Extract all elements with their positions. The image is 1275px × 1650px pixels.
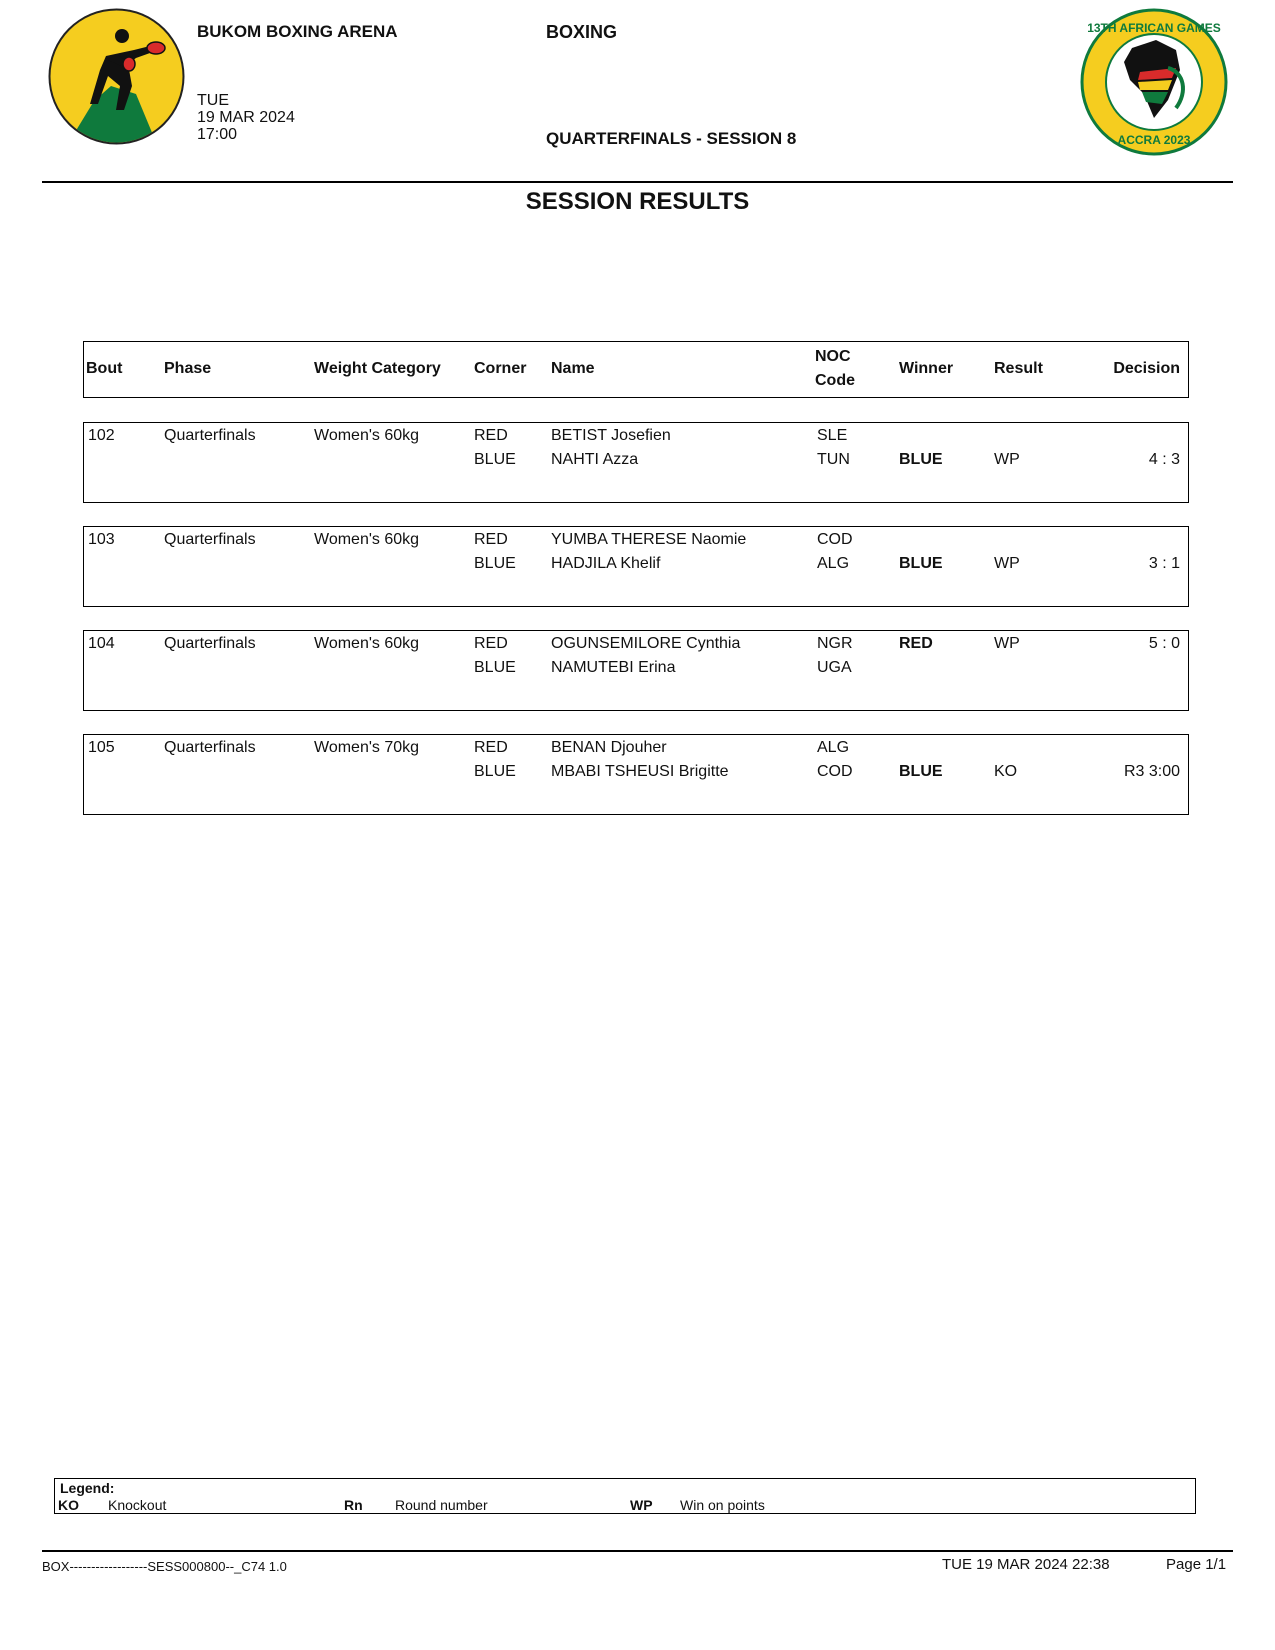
bout-decision: 5 : 0 — [1148, 635, 1180, 652]
blue-boxer-name: HADJILA Khelif — [551, 555, 661, 572]
report-timestamp: TUE 19 MAR 2024 22:38 — [942, 1556, 1110, 1573]
bout-weight: Women's 60kg — [314, 531, 420, 548]
red-corner: RED — [474, 739, 508, 756]
sport-name: BOXING — [546, 22, 618, 42]
blue-winner: BLUE — [899, 555, 943, 572]
blue-boxer-name: NAMUTEBI Erina — [551, 659, 676, 676]
results-table-header — [83, 341, 1189, 398]
bout-decision: 3 : 1 — [1148, 555, 1180, 572]
legend-meaning: Round number — [395, 1497, 488, 1513]
bout-decision: R3 3:00 — [1123, 763, 1180, 780]
svg-text:13TH AFRICAN GAMES: 13TH AFRICAN GAMES — [1087, 21, 1221, 35]
blue-boxer-name: NAHTI Azza — [551, 451, 639, 468]
col-weight-category: Weight Category — [314, 360, 441, 377]
bout-weight: Women's 60kg — [314, 635, 420, 652]
red-winner: RED — [899, 635, 933, 652]
blue-noc: COD — [817, 763, 853, 780]
blue-boxer-name: MBABI TSHEUSI Brigitte — [551, 763, 729, 780]
svg-text:ACCRA 2023: ACCRA 2023 — [1117, 133, 1191, 147]
red-noc: ALG — [817, 739, 850, 756]
bout-weight: Women's 60kg — [314, 427, 420, 444]
bout-row — [83, 422, 1189, 503]
session-date: 19 MAR 2024 — [197, 109, 295, 126]
bout-result: WP — [994, 451, 1020, 468]
blue-winner: BLUE — [899, 763, 943, 780]
venue-name: BUKOM BOXING ARENA — [197, 22, 398, 41]
legend-meaning: Knockout — [108, 1497, 167, 1513]
col-decision: Decision — [1113, 360, 1180, 377]
legend-title: Legend: — [60, 1480, 115, 1496]
bout-result: WP — [994, 555, 1020, 572]
col-result: Result — [994, 360, 1043, 377]
session-datetime — [197, 92, 295, 143]
legend-box — [54, 1478, 1196, 1514]
blue-winner: BLUE — [899, 451, 943, 468]
red-corner: RED — [474, 531, 508, 548]
red-boxer-name: OGUNSEMILORE Cynthia — [551, 635, 741, 652]
session-day: TUE — [197, 92, 229, 109]
blue-corner: BLUE — [474, 659, 516, 676]
african-games-logo — [1080, 8, 1228, 156]
blue-noc: UGA — [817, 659, 852, 676]
red-corner: RED — [474, 427, 508, 444]
bout-result: WP — [994, 635, 1020, 652]
bout-row — [83, 734, 1189, 815]
red-noc: NGR — [817, 635, 853, 652]
bout-decision: 4 : 3 — [1148, 451, 1180, 468]
boxing-pictogram-icon — [46, 6, 187, 147]
bout-number: 103 — [88, 531, 115, 548]
col-winner: Winner — [899, 360, 954, 377]
red-corner: RED — [474, 635, 508, 652]
session-time: 17:00 — [197, 126, 238, 143]
col-phase: Phase — [164, 360, 212, 377]
legend-meaning: Win on points — [680, 1497, 765, 1513]
red-boxer-name: BENAN Djouher — [551, 739, 667, 756]
bout-phase: Quarterfinals — [164, 427, 256, 444]
footer-divider — [42, 1550, 1233, 1552]
blue-corner: BLUE — [474, 451, 516, 468]
red-boxer-name: YUMBA THERESE Naomie — [551, 531, 747, 548]
red-noc: SLE — [817, 427, 848, 444]
bout-phase: Quarterfinals — [164, 739, 256, 756]
blue-noc: TUN — [817, 451, 850, 468]
document-code: BOX------------------SESS000800--_C74 1.0 — [42, 1559, 287, 1574]
bout-row — [83, 526, 1189, 607]
legend-code: KO — [58, 1497, 79, 1513]
bout-row — [83, 630, 1189, 711]
col-noc: NOC — [815, 348, 851, 365]
bout-phase: Quarterfinals — [164, 635, 256, 652]
col-corner: Corner — [474, 360, 527, 377]
blue-noc: ALG — [817, 555, 850, 572]
bout-phase: Quarterfinals — [164, 531, 256, 548]
blue-corner: BLUE — [474, 555, 516, 572]
legend-code: Rn — [344, 1497, 363, 1513]
phase-title: QUARTERFINALS - SESSION 8 — [546, 129, 797, 148]
document-title: SESSION RESULTS — [525, 188, 750, 215]
red-boxer-name: BETIST Josefien — [551, 427, 671, 444]
bout-weight: Women's 70kg — [314, 739, 420, 756]
legend-code: WP — [630, 1497, 653, 1513]
col-noc-code: Code — [815, 372, 855, 389]
col-name: Name — [551, 360, 595, 377]
bout-number: 104 — [88, 635, 115, 652]
blue-corner: BLUE — [474, 763, 516, 780]
page-number: Page 1/1 — [1166, 1556, 1227, 1573]
header-divider — [42, 181, 1233, 183]
bout-result: KO — [994, 763, 1018, 780]
red-noc: COD — [817, 531, 853, 548]
bout-number: 105 — [88, 739, 115, 756]
bout-number: 102 — [88, 427, 115, 444]
col-bout: Bout — [86, 360, 123, 377]
